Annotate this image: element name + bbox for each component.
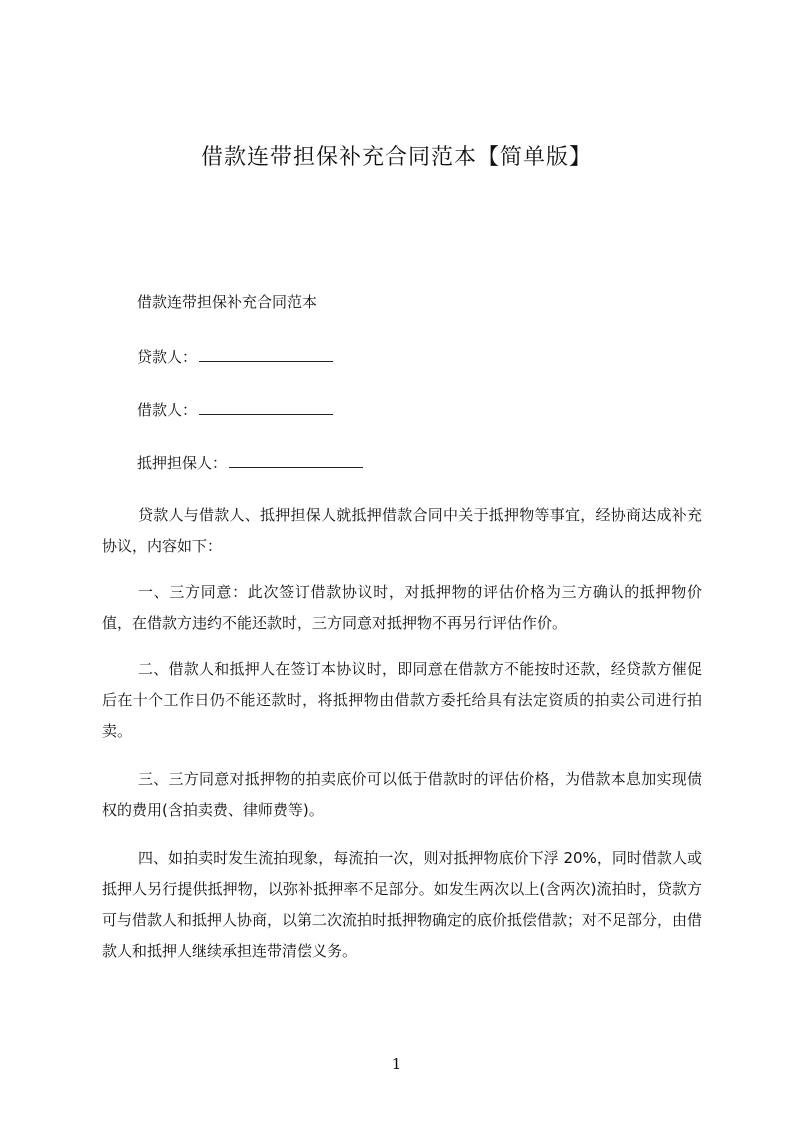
paragraph-clause-4: 四、如拍卖时发生流拍现象，每流拍一次，则对抵押物底价下浮 20%，同时借款人或抵押人另行提供抵押物，以弥补抵押率不足部分。如发生两次以上(含两次)流拍时，贷款方可与借款人和抵押人协商，以第二次流拍时抵押物确定的底价抵偿借款；对不足部分，由借款人和抵押人继续承担连带清偿义务。 <box>102 849 703 960</box>
paragraph-clause-3: 三、三方同意对抵押物的拍卖底价可以低于借款时的评估价格，为借款本息加实现债权的费用(含拍卖费、律师费等)。 <box>102 770 702 819</box>
party-borrower <box>137 399 333 420</box>
paragraph-intro: 贷款人与借款人、抵押担保人就抵押借款合同中关于抵押物等事宜，经协商达成补充协议，内容如下： <box>102 506 702 555</box>
page-number: 1 <box>391 1055 402 1073</box>
document-title: 借款连带担保补充合同范本【简单版】 <box>200 145 592 170</box>
party-borrower-blank <box>199 400 333 415</box>
party-borrower-label: 借款人： <box>137 401 198 419</box>
party-lender-blank <box>199 347 333 362</box>
document-subtitle: 借款连带担保补充合同范本 <box>137 293 318 311</box>
party-guarantor-label: 抵押担保人： <box>137 454 228 472</box>
paragraph-clause-2: 二、借款人和抵押人在签订本协议时，即同意在借款方不能按时还款，经贷款方催促后在十个工作日仍不能还款时，将抵押物由借款方委托给具有法定资质的拍卖公司进行拍卖。 <box>102 660 702 740</box>
party-guarantor <box>137 452 363 473</box>
party-guarantor-blank <box>229 453 363 468</box>
paragraph-clause-1: 一、三方同意：此次签订借款协议时，对抵押物的评估价格为三方确认的抵押物价值，在借款方违约不能还款时，三方同意对抵押物不再另行评估作价。 <box>102 583 702 632</box>
party-lender <box>137 346 333 367</box>
party-lender-label: 贷款人： <box>137 348 198 366</box>
